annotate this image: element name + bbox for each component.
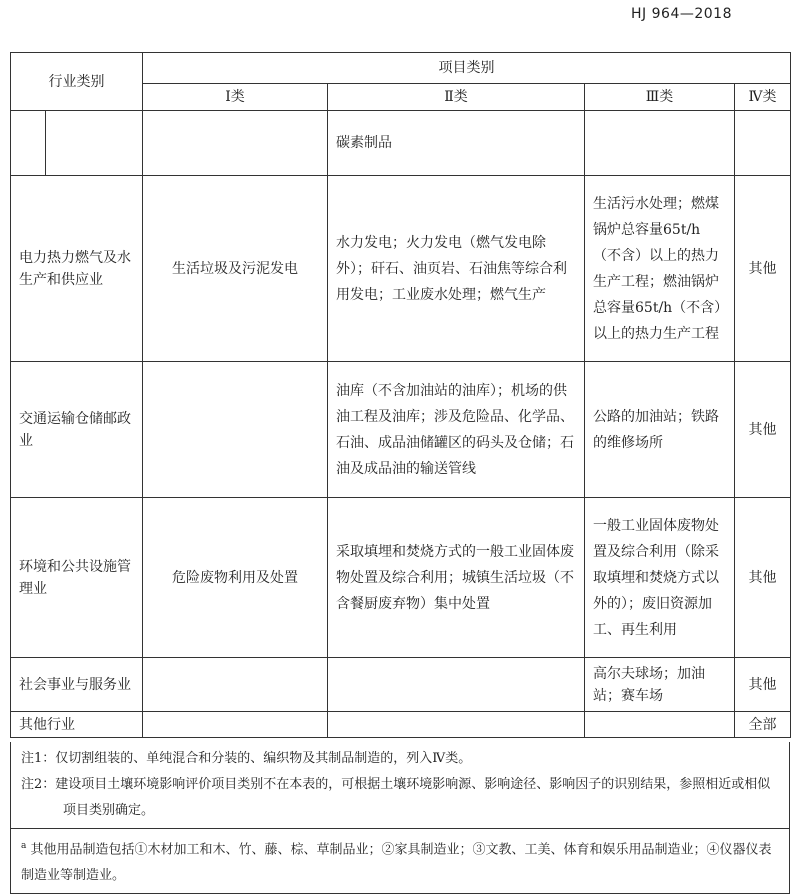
cat1-cell <box>143 362 328 498</box>
cat1-cell <box>143 111 328 176</box>
cat3-cell <box>585 111 735 176</box>
cat4-cell: 全部 <box>735 712 791 738</box>
cat1-cell <box>143 658 328 712</box>
footnote-block <box>11 828 789 893</box>
cat2-cell: 碳素制品 <box>328 111 585 176</box>
cat2-cell: 采取填埋和焚烧方式的一般工业固体废物处置及综合利用；城镇生活垃圾（不含餐厨废弃物）集中处置 <box>328 498 585 658</box>
project-category-table <box>10 52 791 738</box>
industry-cell: 环境和公共设施管理业 <box>11 498 143 658</box>
header-cat2: Ⅱ类 <box>328 84 585 111</box>
cat4-cell <box>735 111 791 176</box>
footnote-text: 其他用品制造包括①木材加工和木、竹、藤、棕、草制品业；②家具制造业；③文教、工美、体育和娱乐用品制造业；④仪器仪表制造业等制造业。 <box>21 842 772 884</box>
table-row <box>11 498 791 658</box>
cat4-cell: 其他 <box>735 176 791 362</box>
header-cat1: Ⅰ类 <box>143 84 328 111</box>
cat1-cell: 危险废物利用及处置 <box>143 498 328 658</box>
cat3-cell: 生活污水处理；燃煤锅炉总容量65t/h（不含）以上的热力生产工程；燃油锅炉总容量65t/h（不含）以上的热力生产工程 <box>585 176 735 362</box>
industry-cell: 社会事业与服务业 <box>11 658 143 712</box>
table-row <box>11 176 791 362</box>
cat4-cell: 其他 <box>735 362 791 498</box>
table-row <box>11 111 791 176</box>
note-1: 注1：仅切割组装的、单纯混合和分装的、编织物及其制品制造的，列入Ⅳ类。 <box>21 751 472 766</box>
cat3-cell: 高尔夫球场；加油站；赛车场 <box>585 658 735 712</box>
header-cat4: Ⅳ类 <box>735 84 791 111</box>
header-cat3: Ⅲ类 <box>585 84 735 111</box>
industry-cell: 其他行业 <box>11 712 143 738</box>
table-row <box>11 712 791 738</box>
industry-cell <box>11 111 143 176</box>
notes-block <box>11 742 789 828</box>
cat2-cell: 油库（不含加油站的油库）；机场的供油工程及油库；涉及危险品、化学品、石油、成品油储罐区的码头及仓储；石油及成品油的输送管线 <box>328 362 585 498</box>
cat1-cell <box>143 712 328 738</box>
cat2-cell <box>328 712 585 738</box>
cat3-cell: 一般工业固体废物处置及综合利用（除采取填埋和焚烧方式以外的）；废旧资源加工、再生利用 <box>585 498 735 658</box>
table-header-row <box>11 53 791 84</box>
note-2: 注2：建设项目土壤环境影响评价项目类别不在本表的，可根据土壤环境影响源、影响途径、影响因子的识别结果，参照相近或相似项目类别确定。 <box>21 777 771 818</box>
standard-code: HJ 964—2018 <box>631 6 732 22</box>
table-row <box>11 658 791 712</box>
cat3-cell <box>585 712 735 738</box>
notes-section <box>10 742 790 894</box>
footnote-mark: a <box>21 841 27 851</box>
industry-cell: 电力热力燃气及水生产和供应业 <box>11 176 143 362</box>
industry-cell: 交通运输仓储邮政业 <box>11 362 143 498</box>
cat4-cell: 其他 <box>735 498 791 658</box>
cat2-cell: 水力发电；火力发电（燃气发电除外）；矸石、油页岩、石油焦等综合利用发电；工业废水处理；燃气生产 <box>328 176 585 362</box>
cat4-cell: 其他 <box>735 658 791 712</box>
header-industry: 行业类别 <box>11 53 143 111</box>
header-project-category: 项目类别 <box>143 53 791 84</box>
cat1-cell: 生活垃圾及污泥发电 <box>143 176 328 362</box>
cat3-cell: 公路的加油站；铁路的维修场所 <box>585 362 735 498</box>
cat2-cell <box>328 658 585 712</box>
table-row <box>11 362 791 498</box>
